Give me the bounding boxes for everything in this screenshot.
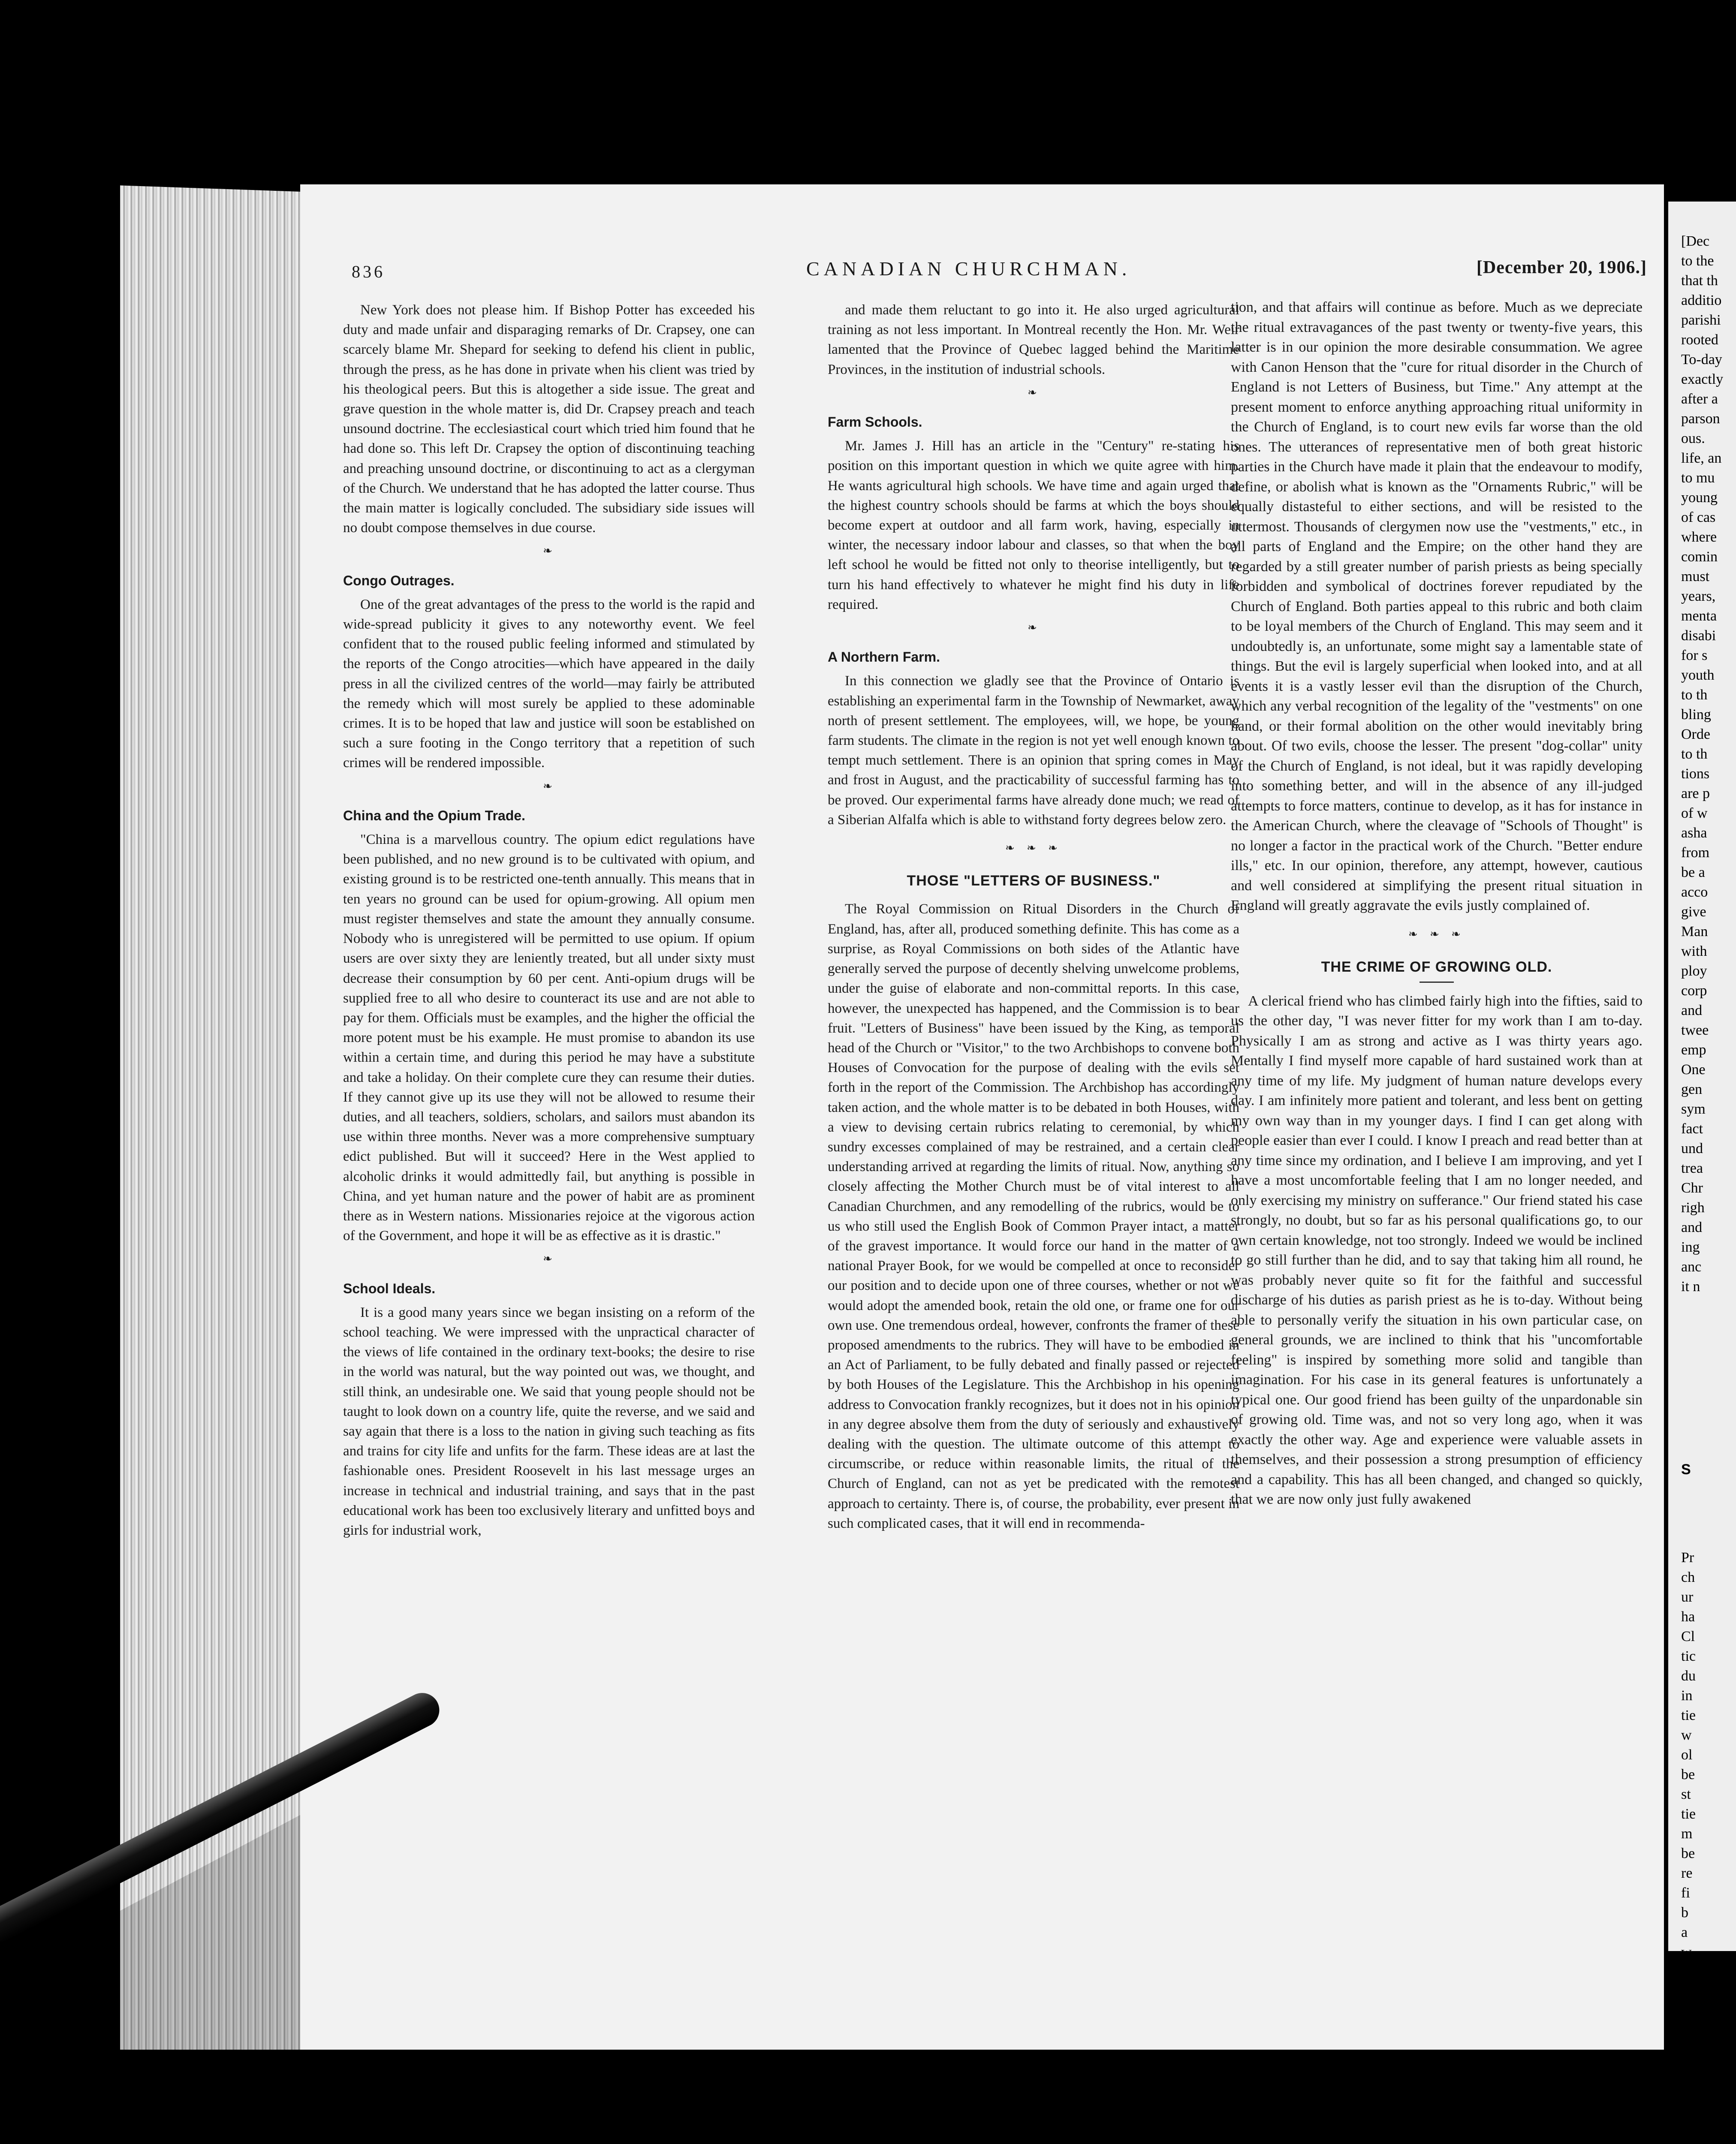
facing-page-line: young <box>1681 490 1718 506</box>
facing-page-line: youth <box>1681 667 1715 683</box>
article-text: It is a good many years since we began insisting on a reform of the school teaching. We were impressed with the unpractical character of the views of life contained in the ordinary text-books; the desire to rise in the world was natural, but the way pointed out was, we thought, and still think, an undesirable one. We said that young people should not be taught to look down on a country life, quite the reverse, and we said and say again that there is a loss to the nation in giving such teaching as fits and trains for city life and unfits for the farm. These ideas are at last the fashionable ones. President Roosevelt in his last message urges an increase in technical and industrial training, and says that in the past educational work has been too exclusively literary and unfitted boys and girls for industrial work, <box>343 1304 755 1538</box>
facing-page-line: are p <box>1681 786 1710 801</box>
facing-page-line: menta <box>1681 608 1717 624</box>
facing-page-line: ous. <box>1681 431 1705 446</box>
facing-page-line: emp <box>1681 1042 1706 1058</box>
section-ornament: ❧ <box>1028 621 1040 635</box>
section-heading: Congo Outrages. <box>343 572 455 588</box>
bottom-shadow <box>0 2050 1736 2144</box>
heading-rule <box>1420 982 1454 983</box>
column-1 <box>343 300 755 1540</box>
facing-page-line: parishi <box>1681 312 1721 328</box>
facing-page-line: Chr <box>1681 1180 1703 1196</box>
facing-page-line: be <box>1681 1767 1695 1783</box>
facing-page-line: C <box>1681 1984 1691 1999</box>
facing-page-line: parson <box>1681 411 1720 427</box>
facing-page-line: that th <box>1681 273 1718 289</box>
section-ornament: ❧ <box>1028 386 1040 399</box>
facing-page-line: ur <box>1681 1589 1694 1605</box>
facing-page-line: righ <box>1681 1200 1705 1216</box>
facing-page-line: tions <box>1681 766 1710 782</box>
facing-page-line: from <box>1681 845 1710 861</box>
article-text: tion, and that affairs will continue as before. Much as we depreciate the ritual extravagances of the past twenty or twenty-five years, this latter is in our opinion the more desirable consummation. We agree with Canon Henson that the "cure for ritual disorder in the Church of England is not Letters of Business, but Time." Any attempt at the present moment to enforce anything approaching ritual uniformity in the Church of England, is to court new evils far worse than the old ones. The utterances of representative men of both great historic parties in the Church have made it plain that the endeavour to modify, define, or abolish what is known as the "Ornaments Rubric," will be equally distasteful to either sections, and will be resisted to the uttermost. Thousands of clergymen now use the "vestments," etc., in all parts of England and the Empire; on the other hand they are regarded by a still greater number of parish priests as being specially forbidden and symbolical of doctrines forever repudiated by the Church of England. Both parties appeal to this rubric and both claim to be loyal members of the Church of England. This may seem and it undoubtedly is, an unfortunate, some might say a lamentable state of things. But the evil is largely superficial when looked into, and at all events it is a vastly lesser evil than the disruption of the Church, which any verbal recognition of the legality of the "vestments" on one hand, or their formal abolition on the other would inevitably bring about. Of two evils, choose the lesser. The present "dog-collar" unity of the Church of England, is not ideal, but it was rapidly developing into something better, and will in the absence of any ill-judged attempts to force matters, continue to develop, as it has for instance in the American Church, where the cleavage of "Schools of Thought" is no longer a factor in the practical work of the Church. "Better endure ills," etc. In our opinion, therefore, any attempt, however, cautious and well considered at simplifying the present ritual situation in England will greatly aggravate the evils justly complained of. <box>1231 299 1643 913</box>
newspaper-page <box>300 184 1664 2054</box>
section-heading: A Northern Farm. <box>828 649 940 665</box>
facing-page-line: rooted <box>1681 332 1718 348</box>
column-3 <box>1231 298 1643 1510</box>
facing-page-line: to th <box>1681 687 1708 703</box>
facing-page-line: in <box>1681 1688 1693 1704</box>
facing-page-line: life, an <box>1681 450 1722 466</box>
facing-page-line: du <box>1681 1668 1696 1684</box>
facing-page-header: [Dec <box>1681 233 1710 249</box>
facing-page-line: exactly <box>1681 371 1724 387</box>
facing-page-line: of cas <box>1681 509 1716 525</box>
facing-page-line: ha <box>1681 1609 1695 1625</box>
facing-page-line: Pr <box>1681 1550 1694 1566</box>
facing-page-line: disabi <box>1681 628 1716 644</box>
facing-page-line: to the <box>1681 253 1714 269</box>
article-text: "China is a marvellous country. The opium edict regulations have been published, and no new ground is to be cultivated with opium, and existing ground is to be restricted one-tenth annually. This means that in ten years no ground can be used for opium-growing. All opium men must register themselves and state the amount they annually consume. Nobody who is unregistered will be permitted to use opium. If opium users are over sixty they are leniently treated, but all under sixty must decrease their consumption by 60 per cent. Anti-opium drugs will be supplied free to all who desire to counteract its use and are not able to pay for them. Officials must be examples, and the higher the official the more potent must be his example. He must promise to abandon its use within a certain time, and during this period he may have a substitute and take a holiday. On their complete cure they can resume their duties. If they cannot give up its use they will not be allowed to resume their duties, and all teachers, soldiers, scholars, and sailors must abandon its use within three months. Never was a more comprehensive sumptuary edict published. But will it succeed? Here in the West applied to alcoholic drinks it would admittedly fail, but anything is possible in China, and yet human nature and the power of habit are as prominent there as in Western nations. Missionaries rejoice at the vigorous action of the Government, and hope it will be as effective as it is drastic." <box>343 832 755 1244</box>
facing-page-line: anc <box>1681 1259 1702 1275</box>
facing-page-line: ploy <box>1681 963 1707 979</box>
section-ornament: ❧ ❧ ❧ <box>1408 927 1465 941</box>
editorial-heading: THE CRIME OF GROWING OLD. <box>1321 959 1552 975</box>
article-text: The Royal Commission on Ritual Disorders in the Church of England, has, after all, produced something definite. This has come as a surprise, as Royal Commissions on both sides of the Atlantic have generally served the purpose of decently shelving unwelcome problems, under the guise of elaborate and non-committal reports. In this case, however, the unexpected has happened, and the Commission is to bear fruit. "Letters of Business" have been issued by the King, as temporal head of the Church or "Visitor," to the two Archbishops to convene both Houses of Convocation for the purpose of dealing with the evils set forth in the report of the Commission. The Archbishop has accordingly taken action, and the whole matter is to be debated in both Houses, with a view to devising certain rubrics relating to ceremonial, by which sundry excesses complained of may be restrained, and a certain clear understanding arrived at regarding the limits of ritual. Now, anything so closely affecting the Mother Church must be of vital interest to all Canadian Churchmen, and any remodelling of the rubrics, would be to us who still used the English Book of Common Prayer intact, a matter of the gravest importance. It would force our hand in the matter of a national Prayer Book, for we would be compelled at once to reconsider our position and to decide upon one of three courses, whether or not we would adopt the amended book, retain the old one, or frame one for our own use. One tremendous ordeal, however, confronts the framer of these proposed amendments to the rubrics. They will have to be embodied in an Act of Parliament, to be fully debated and finally passed or rejected by both Houses of the Legislature. This the Archbishop in his opening address to Convocation frankly recognizes, but it does not in his opinion in any degree absolve them from the duty of seriously and exhaustively dealing with the question. The ultimate outcome of this attempt to circumscribe, or reduce within reasonable limits, the ritual of the Church of England, can not as yet be predicated with the remotest approach to certainty. There is, of course, the probability, ever present in such complicated cases, that it will end in recommenda- <box>828 901 1239 1531</box>
facing-page-line: corp <box>1681 983 1707 999</box>
article-text: One of the great advantages of the press to the world is the rapid and wide-spread publicity it gives to any noteworthy event. We feel confident that to the roused public feeling informed and stimulated by the reports of the Congo atrocities—which have appeared in the daily press in all the civilized centres of the world—may fairly be attributed the remedy which will most surely be applied to these adominable crimes. It is to be hoped that law and justice will soon be established on such a sure footing in the Congo territory that a repetition of such crimes will be rendered impossible. <box>343 596 755 771</box>
facing-page-line: trea <box>1681 1160 1703 1176</box>
facing-page-line: re <box>1681 1865 1693 1881</box>
section-ornament: ❧ ❧ ❧ <box>1005 842 1062 855</box>
facing-page-line: und <box>1681 1141 1703 1156</box>
facing-page-line: with <box>1681 943 1707 959</box>
facing-page-line: gen <box>1681 1081 1703 1097</box>
facing-page-line: and <box>1681 1220 1703 1235</box>
facing-page-line: Man <box>1681 924 1708 940</box>
facing-page-lines <box>1681 251 1723 1297</box>
facing-page-heading: S <box>1681 1461 1691 1478</box>
facing-page-line: and <box>1681 1003 1703 1018</box>
article-text: Mr. James J. Hill has an article in the "Century" re-stating his position on this important question in which we quite agree with him. He wants agricultural high schools. We have time and again urged that the highest country schools should be farms at which the boys should become expert at outdoor and all farm work, having, especially in winter, the necessary indoor labour and classes, so that when the boy left school he would be fitted not only to theorise intelligently, but to turn his hand effectively to whatever he might find his duty in life required. <box>828 438 1239 612</box>
page-header <box>352 257 1647 292</box>
section-heading: Farm Schools. <box>828 414 922 430</box>
article-text: New York does not please him. If Bishop Potter has exceeded his duty and made unfair and disparaging remarks of Dr. Crapsey, one can scarcely blame Mr. Shepard for seeking to defend his client in public, through the press, as he has done in private when his client was tried by his theological peers. But this is altogether a side issue. The great and grave question in the whole matter is, did Dr. Crapsey preach and teach unsound doctrine. The ecclesiastical court which tried him found that he had done so. This left Dr. Crapsey the option of discontinuing teaching and preaching unsound doctrine, or discontinuing to act as a clergyman of the Church. We understand that he has adopted the latter course. Thus the main matter is logically concluded. The subsidiary side issues will no doubt compose themselves in due course. <box>343 302 755 536</box>
facing-page-line: additio <box>1681 292 1722 308</box>
facing-page-line: st <box>1681 1786 1691 1802</box>
facing-page-line: bling <box>1681 707 1711 723</box>
facing-page-lines-2 <box>1681 1548 1723 2021</box>
facing-page-line: ol <box>1681 1747 1693 1763</box>
facing-page-line: comin <box>1681 549 1718 565</box>
facing-page-line: to th <box>1681 746 1708 762</box>
facing-page-line: after a <box>1681 391 1718 407</box>
facing-page-line: years, <box>1681 588 1716 604</box>
facing-page-line: be <box>1681 1846 1695 1861</box>
facing-page-line: where <box>1681 529 1717 545</box>
masthead-title: CANADIAN CHURCHMAN. <box>806 258 1131 280</box>
facing-page-line: b <box>1681 1905 1688 1921</box>
facing-page-line: for s <box>1681 647 1708 663</box>
article-text: In this connection we gladly see that the Province of Ontario is establishing an experimental farm in the Township of Newmarket, away north of present settlement. The employees, will, we hope, be young farm students. The climate in the region is not yet well enough known to tempt much settlement. There is an opinion that spring comes in May and frost in August, and the practicability of successful farming has to be proved. Our experimental farms have already done much; we read of a Siberian Alfalfa which is able to withstand forty degrees below zero. <box>828 673 1239 828</box>
facing-page-text <box>1681 232 1723 2021</box>
column-2 <box>828 300 1239 1533</box>
article-text: A clerical friend who has climbed fairly high into the fifties, said to us the other day, "I was never fitter for my work than I am to-day. Physically I am as strong and active as I was thirty years ago. Mentally I find myself more capable of hard sustained work than at any time of my life. My judgment of human nature develops every day. I am infinitely more patient and tolerant, and less bent on getting my own way than in my younger days. I find I can get along with people easier than ever I could. I know I preach and read better than at any time since my ordination, and I believe I am improving, and yet I have a most uncomfortable feeling that I am no longer needed, and only exercising my ministry on sufferance." Our friend stated his case strongly, no doubt, but so far as his personal qualifications go, to our own certain knowledge, not too strongly. Indeed we would be inclined to go still further than he did, and to say that taking him all round, he was probably never quite so fit for the faithful and successful discharge of his duties as parish priest as he is to-day. Without being able to personally verify the situation in his own particular case, on general grounds, we are inclined to think that his "uncomfortable feeling" is inspired by something more solid and tangible than imagination. For his case in its general features is unfortunately a typical one. Our good friend has been guilty of the unpardonable sin of growing old. Time was, and not so very long ago, when it was exactly the other way. Age and experience were valuable assets in themselves, and their possession a strong presumption of efficiency and a capability. This has all been changed, and changed so quickly, that we are now only just fully awakened <box>1231 993 1643 1507</box>
facing-page-fragment <box>1668 202 1736 2019</box>
facing-page-line: acco <box>1681 884 1708 900</box>
facing-page-line: give <box>1681 904 1706 920</box>
facing-page-line: be a <box>1681 864 1705 880</box>
facing-page-line: ing <box>1681 1239 1700 1255</box>
facing-page-line: to mu <box>1681 470 1715 486</box>
facing-page-line: w <box>1681 1944 1692 1960</box>
section-ornament: ❧ <box>543 1253 555 1266</box>
page-number: 836 <box>352 262 385 281</box>
facing-page-line: One <box>1681 1062 1706 1078</box>
facing-page-line: tic <box>1681 1648 1696 1664</box>
facing-page-line: asha <box>1681 825 1707 841</box>
facing-page-line: fi <box>1681 1885 1690 1901</box>
facing-page-line: tie <box>1681 1806 1696 1822</box>
section-ornament: ❧ <box>543 545 555 558</box>
facing-page-line: fact <box>1681 1121 1703 1137</box>
facing-page-line: ch <box>1681 1569 1695 1585</box>
section-ornament: ❧ <box>543 780 555 793</box>
facing-page-line: it n <box>1681 1279 1700 1295</box>
section-heading: China and the Opium Trade. <box>343 807 525 823</box>
facing-page-line: must <box>1681 569 1710 584</box>
facing-page-line: tie <box>1681 1707 1696 1723</box>
section-heading: School Ideals. <box>343 1280 436 1296</box>
facing-page-line: w <box>1681 1727 1692 1743</box>
facing-page-line: To-day <box>1681 352 1722 367</box>
facing-page-line: b <box>1681 1964 1688 1980</box>
facing-page-line: Orde <box>1681 726 1710 742</box>
facing-page-line: b <box>1681 2003 1688 2019</box>
facing-page-line: m <box>1681 1826 1693 1842</box>
facing-page-line: Cl <box>1681 1629 1695 1644</box>
issue-date: [December 20, 1906.] <box>1476 258 1647 277</box>
facing-page-line: twee <box>1681 1022 1709 1038</box>
article-text: and made them reluctant to go into it. He also urged agricultural training as not less important. In Montreal recently the Hon. Mr. Weir lamented that the Province of Quebec lagged behind the Maritime Provinces, in the institution of industrial schools. <box>828 302 1239 377</box>
facing-page-line: a <box>1681 1924 1688 1940</box>
facing-page-line: sym <box>1681 1101 1706 1117</box>
editorial-heading: THOSE "LETTERS OF BUSINESS." <box>907 873 1160 889</box>
facing-page-line: of w <box>1681 805 1708 821</box>
